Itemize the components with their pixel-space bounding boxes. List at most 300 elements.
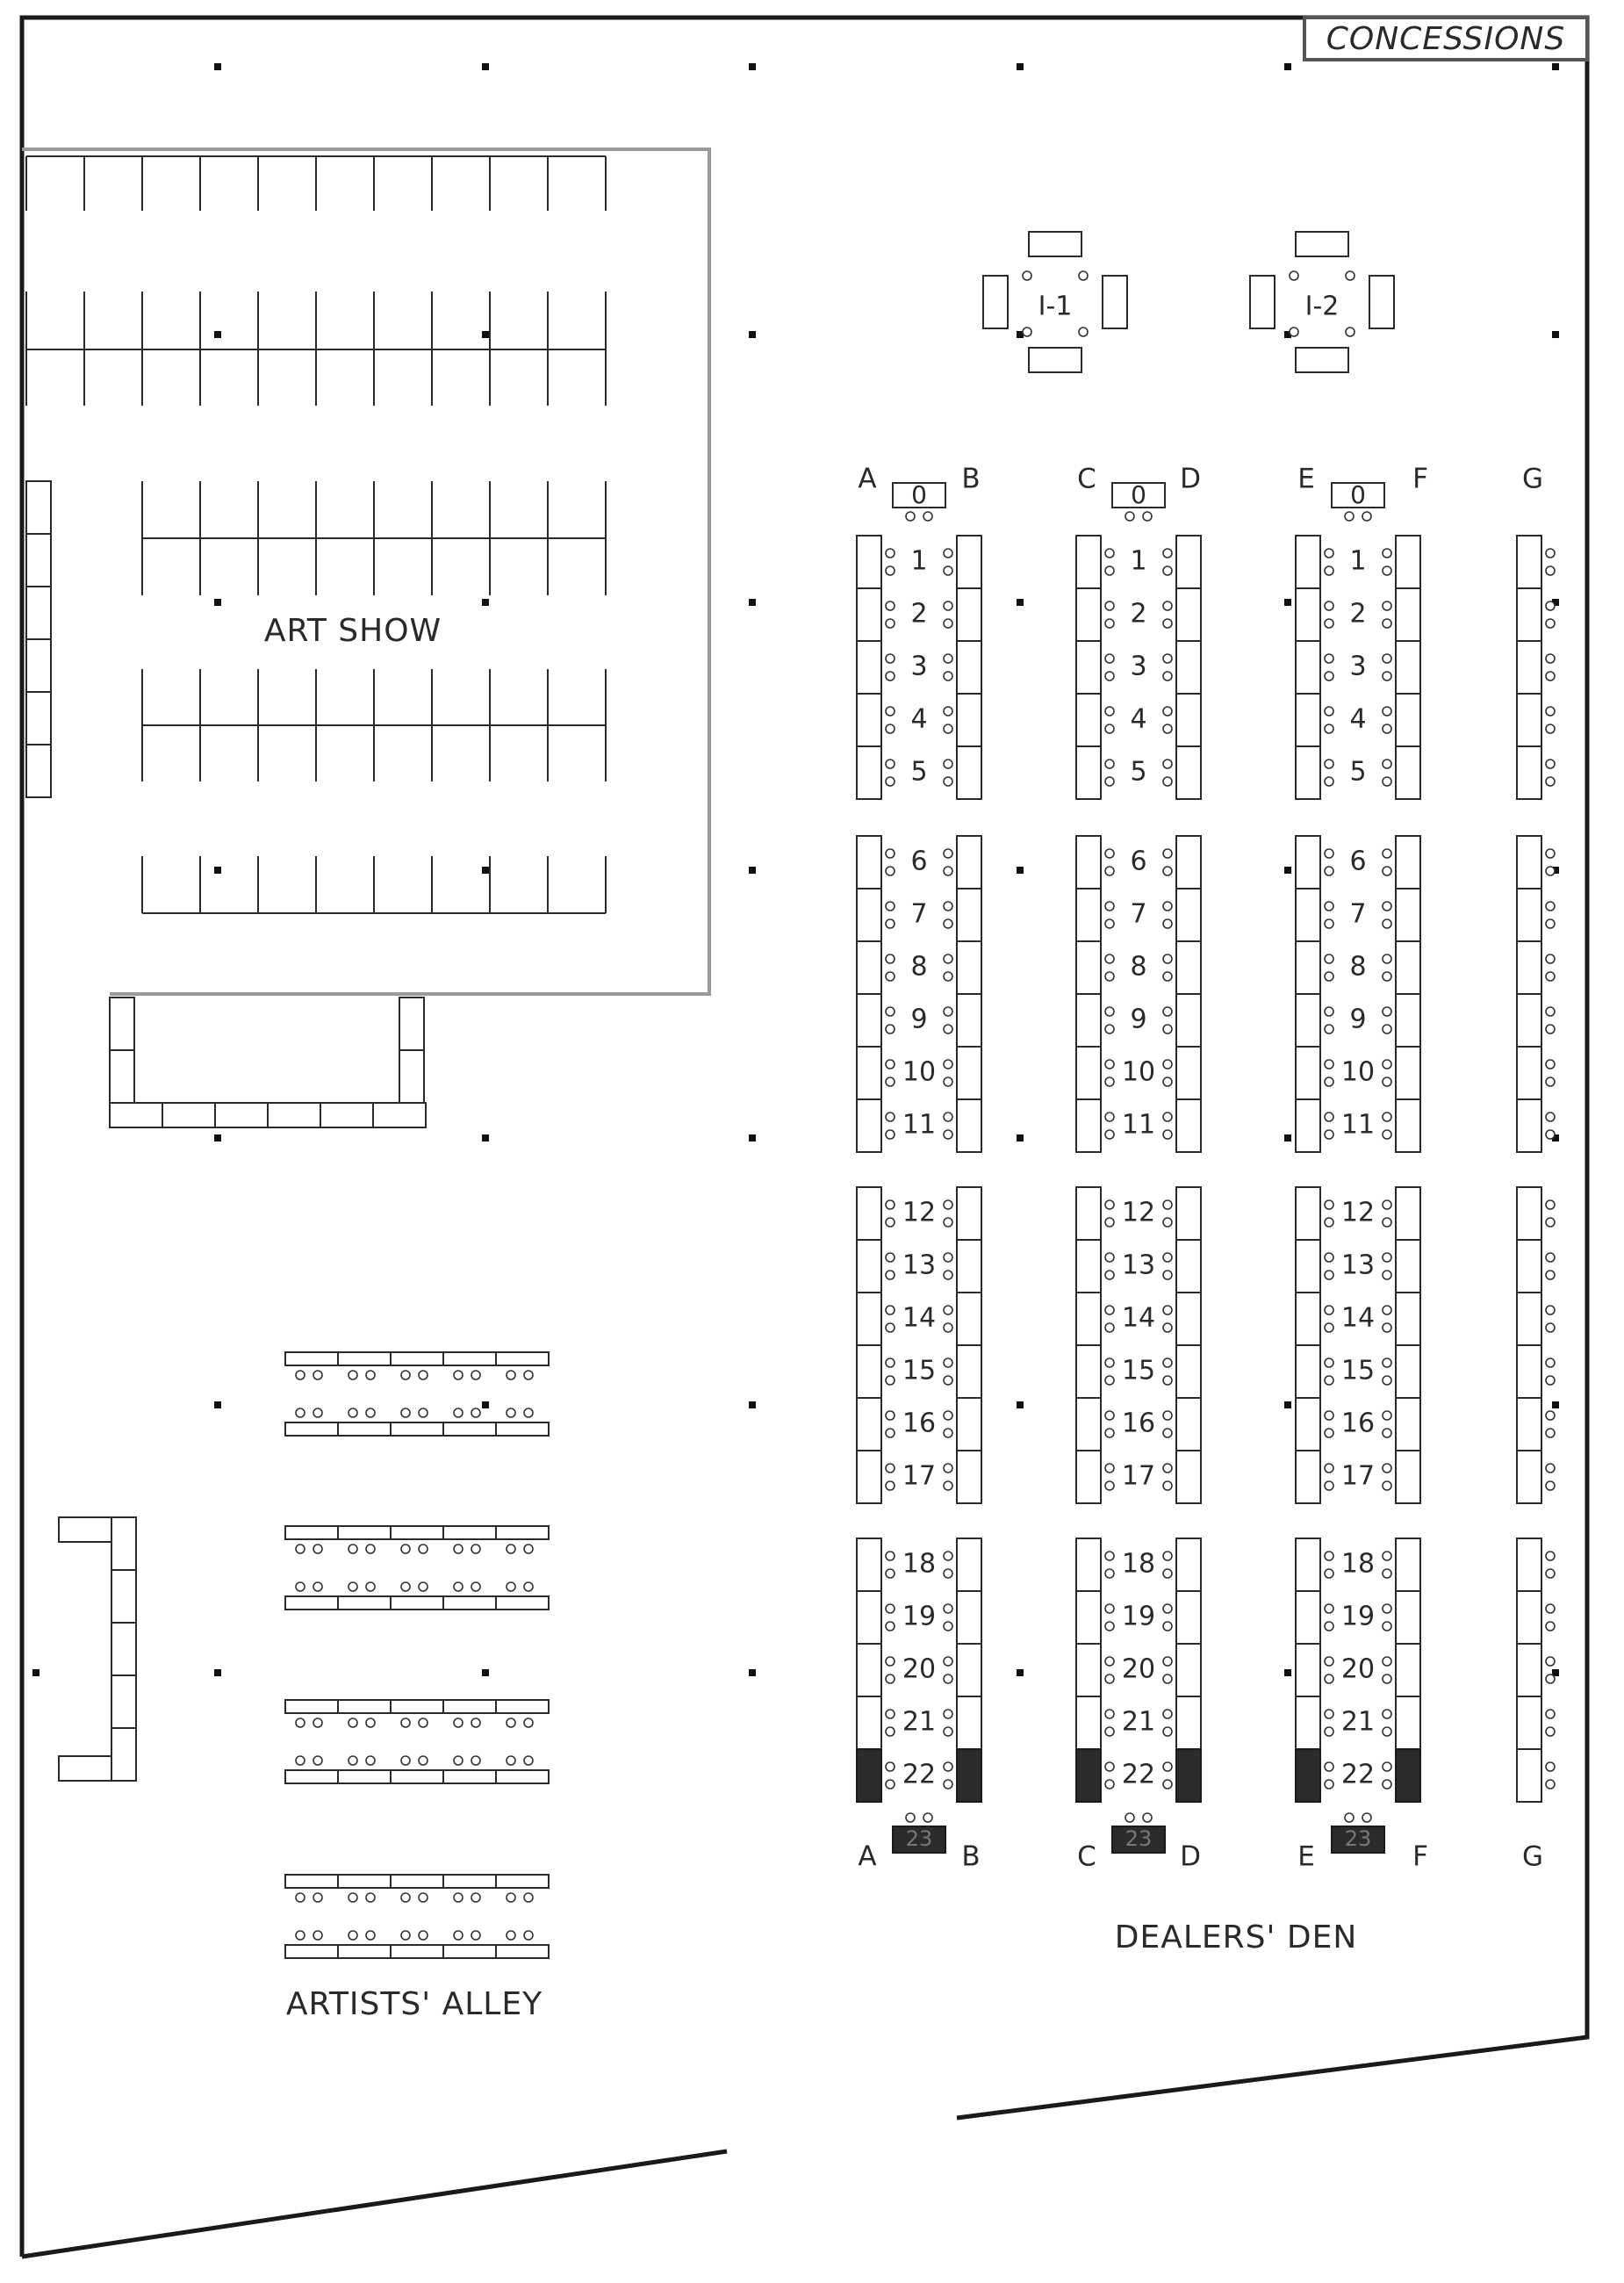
alley-table bbox=[285, 1596, 338, 1610]
chair bbox=[1163, 1200, 1172, 1209]
chair bbox=[1105, 1727, 1114, 1736]
booth-table bbox=[1176, 1644, 1201, 1696]
chair bbox=[1325, 1376, 1333, 1385]
chair bbox=[886, 954, 895, 963]
chair bbox=[1105, 1077, 1114, 1086]
booth-table bbox=[957, 941, 981, 994]
art-show-panels bbox=[26, 156, 606, 913]
chair bbox=[1325, 1007, 1333, 1016]
chair bbox=[1105, 707, 1114, 716]
alley-table bbox=[443, 1945, 496, 1958]
chair bbox=[1325, 954, 1333, 963]
booth-table bbox=[1396, 1099, 1420, 1152]
chair bbox=[471, 1408, 480, 1417]
booth-table bbox=[1176, 836, 1201, 889]
chair bbox=[1546, 1411, 1555, 1420]
pillar bbox=[214, 867, 221, 874]
chair bbox=[1105, 566, 1114, 575]
booth-number: 18 bbox=[902, 1548, 937, 1580]
row-letter-g-bottom: G bbox=[1521, 1840, 1544, 1873]
alley-table bbox=[391, 1352, 443, 1365]
row-letter-d-bottom: D bbox=[1180, 1840, 1201, 1873]
chair bbox=[1546, 724, 1555, 733]
chair bbox=[507, 1545, 515, 1553]
chair bbox=[454, 1931, 463, 1940]
chair bbox=[1163, 566, 1172, 575]
chair bbox=[1325, 1710, 1333, 1718]
row-letter-e-top: E bbox=[1297, 463, 1315, 495]
chair bbox=[1383, 760, 1391, 768]
concessions-label: CONCESSIONS bbox=[1326, 21, 1566, 57]
booth-table bbox=[957, 994, 981, 1047]
art-show-exit-table bbox=[110, 1050, 134, 1103]
chair bbox=[1163, 867, 1172, 875]
chair bbox=[886, 1762, 895, 1771]
booth-table bbox=[1176, 588, 1201, 641]
chair bbox=[1546, 1218, 1555, 1227]
pillar bbox=[214, 1134, 221, 1142]
alley-table bbox=[391, 1945, 443, 1958]
island-table bbox=[1250, 276, 1275, 328]
booth-number: 6 bbox=[1130, 846, 1147, 877]
booth-table bbox=[1076, 1538, 1101, 1591]
pillar bbox=[482, 1669, 489, 1676]
chair bbox=[886, 707, 895, 716]
chair bbox=[1546, 867, 1555, 875]
chair bbox=[1546, 972, 1555, 981]
chair bbox=[1546, 1323, 1555, 1332]
chair bbox=[1325, 1429, 1333, 1437]
booth-table bbox=[957, 1696, 981, 1749]
chair bbox=[886, 1657, 895, 1666]
chair bbox=[349, 1893, 357, 1902]
chair bbox=[1105, 1569, 1114, 1578]
artists-alley-tables[interactable] bbox=[285, 1352, 549, 1958]
booth-table bbox=[1396, 1345, 1420, 1398]
alley-table bbox=[443, 1700, 496, 1713]
booth-table bbox=[857, 941, 881, 994]
chair bbox=[1163, 760, 1172, 768]
chair bbox=[1325, 672, 1333, 681]
booth-number: 19 bbox=[902, 1601, 937, 1632]
chair bbox=[419, 1408, 428, 1417]
chair bbox=[944, 972, 952, 981]
booth-table bbox=[1517, 1099, 1541, 1152]
island-table bbox=[1369, 276, 1394, 328]
booth-table bbox=[1176, 994, 1201, 1047]
alley-table bbox=[496, 1352, 549, 1365]
booth-table bbox=[1517, 941, 1541, 994]
booth-table bbox=[1176, 1749, 1201, 1802]
chair bbox=[1325, 1113, 1333, 1121]
booth-table bbox=[1076, 1293, 1101, 1345]
chair bbox=[1546, 919, 1555, 928]
chair bbox=[296, 1408, 305, 1417]
booth-table bbox=[1296, 536, 1320, 588]
chair bbox=[1325, 601, 1333, 610]
chair bbox=[944, 1710, 952, 1718]
chair bbox=[1345, 1813, 1354, 1822]
islands[interactable] bbox=[983, 232, 1394, 372]
chair bbox=[1383, 1358, 1391, 1367]
chair bbox=[366, 1408, 375, 1417]
chair bbox=[1383, 1218, 1391, 1227]
row-letter-c-bottom: C bbox=[1077, 1840, 1096, 1873]
chair bbox=[1546, 1200, 1555, 1209]
chair bbox=[886, 1674, 895, 1683]
booth-table bbox=[957, 1047, 981, 1099]
chair bbox=[1105, 1218, 1114, 1227]
pillar bbox=[1552, 331, 1559, 338]
chair bbox=[1105, 1376, 1114, 1385]
booth-table bbox=[957, 588, 981, 641]
chair bbox=[1546, 619, 1555, 628]
chair bbox=[1546, 849, 1555, 858]
chair bbox=[1383, 1060, 1391, 1069]
chair bbox=[1546, 1622, 1555, 1631]
alley-table bbox=[443, 1770, 496, 1783]
booth-number: 20 bbox=[1121, 1653, 1156, 1685]
chair bbox=[366, 1582, 375, 1591]
chair bbox=[1325, 972, 1333, 981]
chair bbox=[524, 1545, 533, 1553]
booth-table bbox=[857, 1047, 881, 1099]
booth-number: 8 bbox=[1130, 951, 1147, 983]
booth-table bbox=[957, 1398, 981, 1451]
booth-number: 2 bbox=[1349, 598, 1367, 630]
chair bbox=[1105, 1130, 1114, 1139]
art-show-side-table bbox=[26, 745, 51, 797]
chair bbox=[1325, 1411, 1333, 1420]
chair bbox=[454, 1408, 463, 1417]
chair bbox=[1546, 902, 1555, 911]
alley-table bbox=[391, 1596, 443, 1610]
art-show-side-table bbox=[26, 481, 51, 534]
chair bbox=[886, 1481, 895, 1490]
chair bbox=[1325, 777, 1333, 786]
chair bbox=[886, 1411, 895, 1420]
booth-table bbox=[857, 1538, 881, 1591]
chair bbox=[507, 1582, 515, 1591]
chair bbox=[1105, 1552, 1114, 1560]
booth-table bbox=[957, 1538, 981, 1591]
chair bbox=[1383, 1007, 1391, 1016]
chair bbox=[886, 654, 895, 663]
chair bbox=[1105, 954, 1114, 963]
art-show-area[interactable] bbox=[22, 149, 709, 994]
booth-table bbox=[957, 1187, 981, 1240]
chair bbox=[1546, 566, 1555, 575]
chair bbox=[524, 1931, 533, 1940]
chair bbox=[1163, 1060, 1172, 1069]
chair bbox=[1325, 1481, 1333, 1490]
alley-table bbox=[338, 1526, 391, 1539]
chair bbox=[886, 1569, 895, 1578]
chair bbox=[886, 972, 895, 981]
booth-number: 1 bbox=[1349, 545, 1367, 577]
chair bbox=[366, 1756, 375, 1765]
alley-table bbox=[285, 1352, 338, 1365]
chair bbox=[1383, 1271, 1391, 1279]
chair bbox=[313, 1371, 322, 1379]
chair bbox=[886, 902, 895, 911]
chair bbox=[1546, 1464, 1555, 1473]
chair bbox=[1546, 1077, 1555, 1086]
chair bbox=[944, 1604, 952, 1613]
booth-table bbox=[1076, 1047, 1101, 1099]
booth-table bbox=[957, 694, 981, 746]
pillar bbox=[32, 1669, 40, 1676]
chair bbox=[1383, 1411, 1391, 1420]
booth-table bbox=[1076, 1099, 1101, 1152]
booth-table bbox=[1176, 536, 1201, 588]
chair bbox=[1383, 1200, 1391, 1209]
chair bbox=[1163, 1674, 1172, 1683]
end-booth-number: 0 bbox=[1131, 480, 1146, 509]
chair bbox=[1105, 1622, 1114, 1631]
booth-number: 12 bbox=[1340, 1197, 1376, 1228]
booth-table bbox=[857, 1398, 881, 1451]
booth-number: 14 bbox=[1340, 1302, 1376, 1334]
art-show-side-table bbox=[26, 639, 51, 692]
booth-table bbox=[857, 1240, 881, 1293]
booth-table bbox=[1517, 1591, 1541, 1644]
chair bbox=[1163, 707, 1172, 716]
chair bbox=[1125, 1813, 1134, 1822]
pillar bbox=[1017, 1134, 1024, 1142]
booth-number: 17 bbox=[1340, 1460, 1376, 1492]
chair bbox=[944, 919, 952, 928]
alley-table bbox=[285, 1770, 338, 1783]
booth-table bbox=[1176, 1047, 1201, 1099]
art-show-label: ART SHOW bbox=[263, 613, 442, 649]
alley-table bbox=[338, 1596, 391, 1610]
booth-number: 7 bbox=[1130, 898, 1147, 930]
chair bbox=[886, 1060, 895, 1069]
booth-number: 22 bbox=[1121, 1759, 1156, 1790]
chair bbox=[1163, 601, 1172, 610]
chair bbox=[1163, 1657, 1172, 1666]
chair bbox=[886, 1780, 895, 1789]
booth-table bbox=[957, 1293, 981, 1345]
chair bbox=[1325, 724, 1333, 733]
booth-table bbox=[1176, 1293, 1201, 1345]
chair bbox=[1163, 777, 1172, 786]
chair bbox=[886, 1710, 895, 1718]
chair bbox=[886, 1358, 895, 1367]
chair bbox=[1163, 1569, 1172, 1578]
chair bbox=[1325, 1130, 1333, 1139]
chair bbox=[1290, 328, 1298, 336]
art-show-exit-table bbox=[215, 1103, 268, 1127]
booth-table bbox=[1296, 1644, 1320, 1696]
chair bbox=[1546, 654, 1555, 663]
chair bbox=[886, 1200, 895, 1209]
chair bbox=[1383, 549, 1391, 558]
chair bbox=[1105, 1025, 1114, 1033]
booth-table bbox=[957, 1749, 981, 1802]
chair bbox=[1325, 1569, 1333, 1578]
chair bbox=[944, 1358, 952, 1367]
chair bbox=[1105, 849, 1114, 858]
alley-side-table bbox=[111, 1623, 136, 1675]
chair bbox=[1105, 919, 1114, 928]
chair bbox=[1546, 1025, 1555, 1033]
chair bbox=[1163, 724, 1172, 733]
booth-number: 4 bbox=[1349, 703, 1367, 735]
chair bbox=[507, 1931, 515, 1940]
chair bbox=[1079, 271, 1088, 280]
chair bbox=[366, 1931, 375, 1940]
chair bbox=[1546, 760, 1555, 768]
end-booth-number: 0 bbox=[911, 480, 927, 509]
island-table bbox=[1296, 348, 1348, 372]
booth-number: 19 bbox=[1121, 1601, 1156, 1632]
booth-number: 3 bbox=[1349, 651, 1367, 682]
chair bbox=[366, 1371, 375, 1379]
alley-table bbox=[496, 1596, 549, 1610]
chair bbox=[1023, 271, 1031, 280]
chair bbox=[524, 1756, 533, 1765]
pillar bbox=[749, 1669, 756, 1676]
booth-table bbox=[957, 1451, 981, 1503]
booth-table bbox=[1396, 694, 1420, 746]
booth-table bbox=[1296, 1293, 1320, 1345]
booth-number: 5 bbox=[1130, 756, 1147, 788]
pillar bbox=[1552, 63, 1559, 70]
chair bbox=[349, 1408, 357, 1417]
art-show-exit-table bbox=[399, 1050, 424, 1103]
concessions-area[interactable] bbox=[1304, 18, 1587, 60]
booth-table bbox=[1396, 1398, 1420, 1451]
booth-table bbox=[957, 536, 981, 588]
pillar bbox=[214, 599, 221, 606]
chair bbox=[906, 512, 915, 521]
chair bbox=[944, 954, 952, 963]
chair bbox=[944, 1762, 952, 1771]
booth-number: 14 bbox=[1121, 1302, 1156, 1334]
chair bbox=[1163, 1025, 1172, 1033]
chair bbox=[1362, 512, 1371, 521]
chair bbox=[944, 849, 952, 858]
chair bbox=[401, 1756, 410, 1765]
booth-number: 7 bbox=[910, 898, 928, 930]
row-letters-top bbox=[858, 464, 1543, 495]
chair bbox=[1346, 328, 1355, 336]
booth-number: 12 bbox=[902, 1197, 937, 1228]
chair bbox=[886, 1552, 895, 1560]
booth-number: 21 bbox=[902, 1706, 937, 1738]
booth-table bbox=[1296, 588, 1320, 641]
dealers-den-label: DEALERS' DEN bbox=[1114, 1919, 1358, 1955]
booth-number: 7 bbox=[1349, 898, 1367, 930]
booth-table bbox=[1296, 1099, 1320, 1152]
chair bbox=[1546, 1569, 1555, 1578]
chair bbox=[944, 777, 952, 786]
chair bbox=[1163, 1481, 1172, 1490]
chair bbox=[1383, 1376, 1391, 1385]
chair bbox=[906, 1813, 915, 1822]
pillar bbox=[1017, 599, 1024, 606]
chair bbox=[1163, 1710, 1172, 1718]
chair bbox=[1325, 1025, 1333, 1033]
booth-number: 15 bbox=[1340, 1355, 1376, 1386]
chair bbox=[886, 1077, 895, 1086]
booth-table bbox=[1517, 1240, 1541, 1293]
chair bbox=[296, 1718, 305, 1727]
chair bbox=[419, 1371, 428, 1379]
chair bbox=[1125, 512, 1134, 521]
chair bbox=[944, 1025, 952, 1033]
chair bbox=[886, 1306, 895, 1314]
chair bbox=[1325, 1323, 1333, 1332]
booth-number: 19 bbox=[1340, 1601, 1376, 1632]
alley-table bbox=[338, 1700, 391, 1713]
chair bbox=[1546, 1604, 1555, 1613]
chair bbox=[944, 1113, 952, 1121]
alley-side-table bbox=[111, 1517, 136, 1570]
booth-number: 11 bbox=[1121, 1109, 1156, 1141]
chair bbox=[944, 549, 952, 558]
booth-number: 16 bbox=[1121, 1408, 1156, 1439]
chair bbox=[1163, 1130, 1172, 1139]
booth-table bbox=[1076, 1749, 1101, 1802]
art-show-side-table bbox=[26, 692, 51, 745]
chair bbox=[1546, 1376, 1555, 1385]
booth-number: 21 bbox=[1340, 1706, 1376, 1738]
dealers-den-booths[interactable] bbox=[857, 480, 1555, 1853]
booth-table bbox=[1396, 746, 1420, 799]
pillar bbox=[1552, 1401, 1559, 1408]
booth-number: 20 bbox=[902, 1653, 937, 1685]
chair bbox=[1546, 1780, 1555, 1789]
booth-table bbox=[1176, 1345, 1201, 1398]
chair bbox=[1105, 1113, 1114, 1121]
chair bbox=[1079, 328, 1088, 336]
chair bbox=[1163, 1007, 1172, 1016]
chair bbox=[454, 1756, 463, 1765]
chair bbox=[1383, 1604, 1391, 1613]
chair bbox=[1546, 1007, 1555, 1016]
booth-table bbox=[857, 746, 881, 799]
chair bbox=[1163, 549, 1172, 558]
chair bbox=[419, 1582, 428, 1591]
chair bbox=[296, 1931, 305, 1940]
pillar bbox=[1284, 599, 1291, 606]
booth-number: 16 bbox=[902, 1408, 937, 1439]
row-letters-bottom bbox=[858, 1841, 1543, 1873]
chair bbox=[1163, 919, 1172, 928]
chair bbox=[1325, 1200, 1333, 1209]
pillar bbox=[1284, 1134, 1291, 1142]
chair bbox=[1383, 1762, 1391, 1771]
booth-table bbox=[1076, 1696, 1101, 1749]
chair bbox=[1383, 1552, 1391, 1560]
pillar bbox=[214, 1669, 221, 1676]
booth-table bbox=[857, 1591, 881, 1644]
art-show-exit-table bbox=[110, 997, 134, 1050]
island-table bbox=[1029, 348, 1081, 372]
booth-table bbox=[1396, 836, 1420, 889]
booth-number: 21 bbox=[1121, 1706, 1156, 1738]
chair bbox=[1546, 1253, 1555, 1262]
chair bbox=[419, 1718, 428, 1727]
booth-table bbox=[1296, 1749, 1320, 1802]
chair bbox=[524, 1893, 533, 1902]
chair bbox=[1383, 919, 1391, 928]
chair bbox=[1163, 654, 1172, 663]
chair bbox=[1325, 1358, 1333, 1367]
